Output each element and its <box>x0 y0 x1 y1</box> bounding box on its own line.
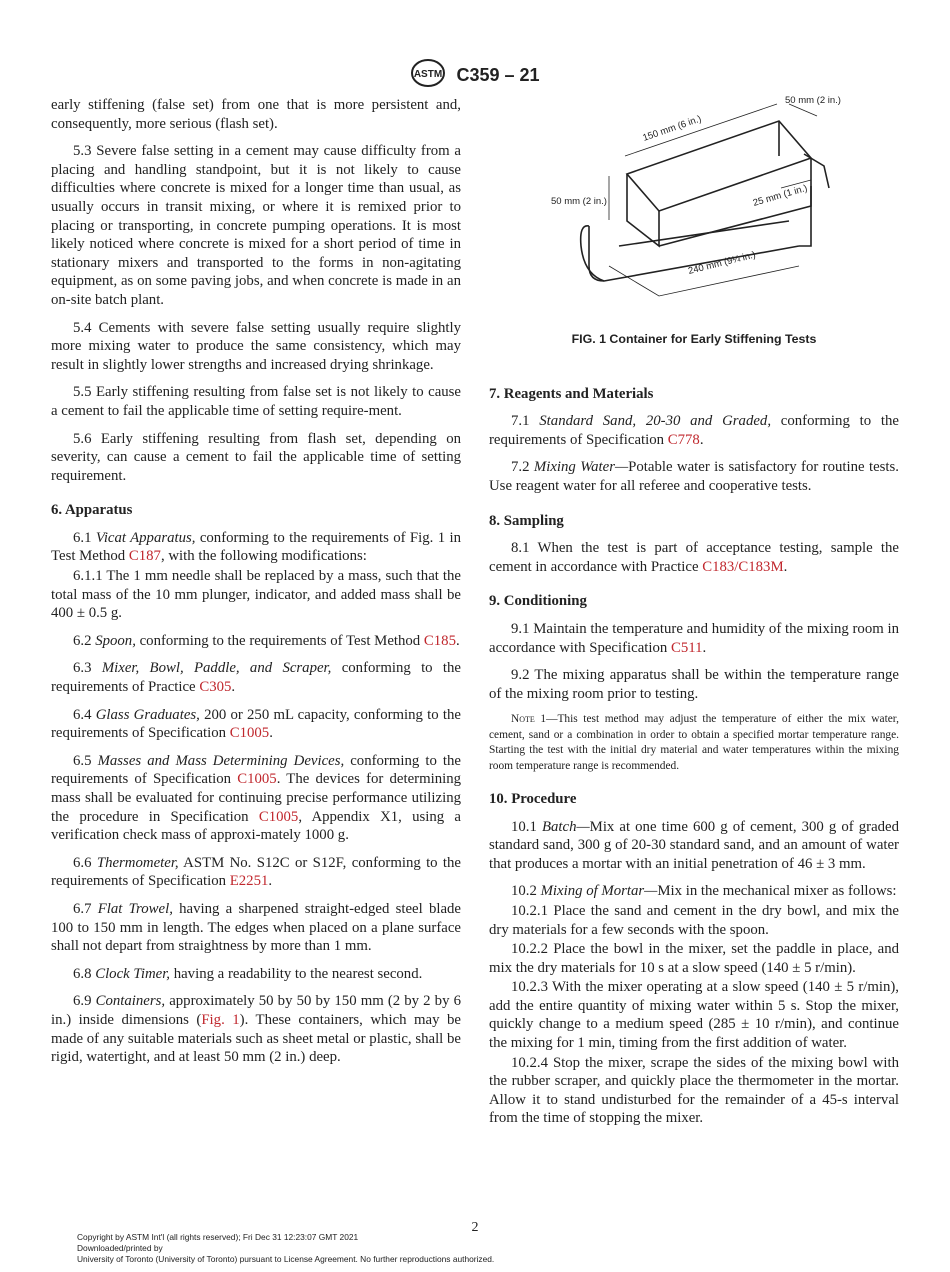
paragraph-9-1: 9.1 Maintain the temperature and humidity of the mixing room in accordance with Specification C511. <box>489 620 899 656</box>
paragraph-7-1: 7.1 Standard Sand, 20-30 and Graded, conforming to the requirements of Specification C778. <box>489 413 899 448</box>
section-heading-conditioning: 9. Conditioning <box>489 593 587 610</box>
document-designation: C359 – 21 <box>456 65 540 85</box>
section-heading-sampling: 8. Sampling <box>489 512 564 529</box>
paragraph-6-5: 6.5 Masses and Mass Determining Devices, conforming to the requirements of Specification C1005. The devices for determining mass shall be evaluated for continuing precise performance utilizing the procedure in Specification C1005, Appendix X1, using a verification check mass of approxi-mately 1000 g. <box>51 752 462 844</box>
astm-logo-icon <box>410 58 446 93</box>
reference-link[interactable]: C185 <box>423 632 456 649</box>
paragraph-7-2: 7.2 Mixing Water—Potable water is satisfactory for routine tests. Use reagent water for all referee and cooperative tests. <box>489 459 899 494</box>
paragraph-continued: early stiffening (false set) from one that is more persistent and, consequently, more serious (flash set). <box>51 97 461 132</box>
paragraph-6-6: 6.6 Thermometer, ASTM No. S12C or S12F, conforming to the requirements of Specification E2251. <box>51 854 461 890</box>
paragraph-6-9: 6.9 Containers, approximately 50 by 50 by 150 mm (2 by 2 by 6 in.) inside dimensions (Fig. 1). These containers, which may be made of any suitable materials such as sheet metal or plastic, shall be rigid, watertight, and at least 50 mm (2 in.) deep. <box>51 993 461 1066</box>
reference-link[interactable]: C778 <box>667 431 700 448</box>
paragraph-10-2-4: 10.2.4 Stop the mixer, scrape the sides of the mixing bowl with the rubber scraper, and quickly place the thermometer in the mortar. Allow it to stand undisturbed for the remainder of a 45-s interval from the time of stopping the mixer. <box>489 1054 899 1127</box>
dimension-length-label: 150 mm (6 in.) <box>641 113 703 144</box>
section-heading-apparatus: 6. Apparatus <box>51 502 133 519</box>
figure-caption: FIG. 1 Container for Early Stiffening Tests <box>571 332 817 346</box>
reference-link[interactable]: C305 <box>199 679 232 696</box>
dimension-top-label: 50 mm (2 in.) <box>785 96 841 106</box>
reference-link[interactable]: C187 <box>128 548 161 565</box>
footer-line: Downloaded/printed by <box>77 1242 163 1253</box>
figure-link[interactable]: Fig. 1 <box>201 1011 240 1028</box>
dimension-right-label: 25 mm (1 in.) <box>751 182 809 209</box>
paragraph-9-2: 9.2 The mixing apparatus shall be within the temperature range of the mixing room prior to testing. <box>489 667 899 702</box>
page-header <box>0 58 950 93</box>
note-1: Note 1—This test method may adjust the temperature of either the mix water, cement, sand or a combination in order to obtain a specified mortar temperature range. Starting the test with the initial dry material and water temperatures within the mixing room temperature range is recommended. <box>489 713 899 772</box>
paragraph-6-7: 6.7 Flat Trowel, having a sharpened straight-edged steel blade 100 to 150 mm in length. The edges when placed on a plane surface shall not depart from straightness by more than 1 mm. <box>51 900 461 955</box>
paragraph-10-1: 10.1 Batch—Mix at one time 600 g of cement, 300 g of graded standard sand, 300 g of 20-30 standard sand, and an amount of water that produces a mortar with an initial penetration of 46 ± 3 mm. <box>489 818 899 872</box>
paragraph-10-2-1: 10.2.1 Place the sand and cement in the dry bowl, and mix the dry materials for a few seconds with the spoon. <box>489 902 899 938</box>
paragraph-8-1: 8.1 When the test is part of acceptance testing, sample the cement in accordance with Practice C183/C183M. <box>489 540 899 575</box>
section-heading-reagents: 7. Reagents and Materials <box>489 385 654 402</box>
reference-link[interactable]: E2251 <box>229 873 269 890</box>
left-column <box>51 96 461 1076</box>
container-drawing <box>549 96 849 321</box>
paragraph-10-2: 10.2 Mixing of Mortar—Mix in the mechanical mixer as follows: <box>511 883 897 900</box>
section-heading-procedure: 10. Procedure <box>489 790 577 807</box>
footer-line: University of Toronto (University of Toronto) pursuant to License Agreement. No further reproductions authorized. <box>77 1253 495 1264</box>
figure-container-diagram <box>489 96 899 326</box>
paragraph-5-3: 5.3 Severe false setting in a cement may cause difficulty from a placing and handling standpoint, but it is not likely to cause difficulties where concrete is mixed for a longer time than usual, as usually occurs in transit mixing, or where it is remixed prior to placing or transporting, in concrete pumping operations. It is most likely noticed where concrete is mixed for a short period of time in stationary mixers and transported to the forms in non-agitating equipment, as on some paving jobs, and when concrete is made in an on-site batch plant. <box>51 143 461 308</box>
reference-link[interactable]: C1005 <box>258 808 299 825</box>
paragraph-6-2: 6.2 Spoon, conforming to the requirements of Test Method C185. <box>73 632 460 649</box>
right-column <box>489 96 899 1129</box>
paragraph-6-1: 6.1 Vicat Apparatus, conforming to the requirements of Fig. 1 in Test Method C187, with the following modifications: <box>51 529 461 565</box>
paragraph-6-1-1: 6.1.1 The 1 mm needle shall be replaced by a mass, such that the total mass of the 10 mm plunger, indicator, and added mass shall be 400 ± 0.5 g. <box>51 568 461 622</box>
paragraph-6-8: 6.8 Clock Timer, having a readability to the nearest second. <box>73 965 423 982</box>
reference-link[interactable]: C183/C183M <box>702 558 784 575</box>
svg-text:ASTM: ASTM <box>414 69 443 80</box>
paragraph-10-2-2: 10.2.2 Place the bowl in the mixer, set the paddle in place, and mix the dry materials for 10 s at a slow speed (140 ± 5 r/min). <box>489 941 899 976</box>
paragraph-5-5: 5.5 Early stiffening resulting from false set is not likely to cause a cement to fail the applicable time of setting require-ment. <box>51 384 461 419</box>
reference-link[interactable]: C1005 <box>237 771 277 788</box>
paragraph-5-6: 5.6 Early stiffening resulting from flash set, depending on severity, can cause a cement to fail the applicable time of setting requirement. <box>51 430 461 484</box>
page-number: 2 <box>471 1220 479 1235</box>
copyright-footer <box>77 1232 494 1264</box>
paragraph-10-2-3: 10.2.3 With the mixer operating at a slow speed (140 ± 5 r/min), add the entire quantity of mixing water within 5 s. Stop the mixer, quickly change to a medium speed (285 ± 10 r/min), and continue the mixing for 1 min, timing from the first addition of water. <box>489 979 899 1052</box>
footer-line: Copyright by ASTM Int'l (all rights reserved); Fri Dec 31 12:23:07 GMT 2021 <box>77 1232 359 1242</box>
reference-link[interactable]: C1005 <box>229 725 270 742</box>
paragraph-6-4: 6.4 Glass Graduates, 200 or 250 mL capacity, conforming to the requirements of Specification C1005. <box>51 706 461 742</box>
dimension-bottom-label: 240 mm (9¼ in.) <box>687 249 757 277</box>
reference-link[interactable]: C511 <box>671 639 703 656</box>
dimension-left-label: 50 mm (2 in.) <box>551 196 607 207</box>
paragraph-6-3: 6.3 Mixer, Bowl, Paddle, and Scraper, conforming to the requirements of Practice C305. <box>51 660 461 696</box>
paragraph-5-4: 5.4 Cements with severe false setting usually require slightly more mixing water to produce the same consistency, which may result in slightly lower strengths and increased drying shrinkage. <box>51 319 461 373</box>
